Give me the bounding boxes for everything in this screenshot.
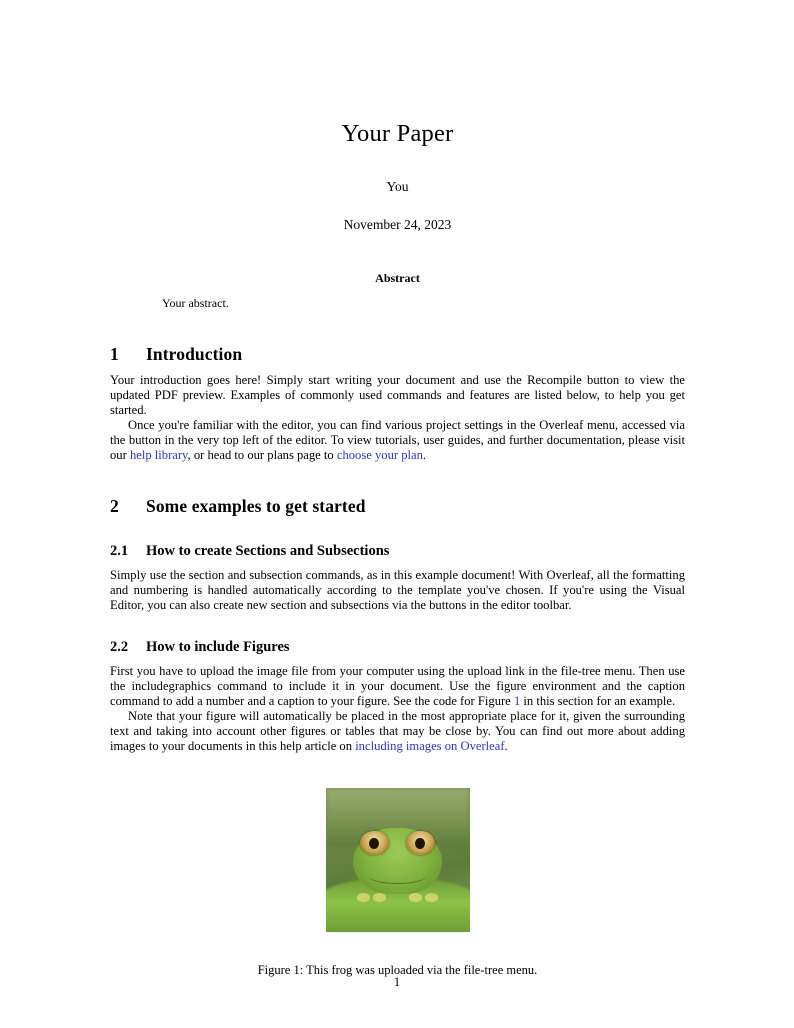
paragraph-intro-2-end: . (422, 447, 427, 462)
paragraph-intro-2 (110, 418, 685, 463)
frog-toe (357, 893, 370, 902)
paragraph-figures-1a: First you have to upload the image file from your computer using the upload link in the file-tree menu. Then use the includegraphics command to include it in your document. Use the figure environment and the caption command to add a number and a caption to your figure. See the code for Figure (110, 663, 685, 708)
choose-your-plan-link[interactable]: choose your plan (336, 447, 423, 462)
subsection-heading-figures (110, 639, 685, 656)
section-heading-examples (110, 496, 685, 517)
paragraph-figures-1 (110, 664, 685, 709)
page-title: Your Paper (341, 120, 454, 147)
frog-pupil-left (369, 838, 379, 849)
paragraph-intro-2-mid: , or head to our plans page to (187, 447, 337, 462)
figure-reference-link[interactable]: 1 (513, 693, 521, 708)
section-number: 2 (110, 495, 119, 516)
frog-pupil-right (415, 838, 425, 849)
section-number: 1 (110, 344, 119, 364)
subsection-number: 2.1 (110, 542, 129, 559)
subsection-title: How to include Figures (146, 638, 290, 655)
section-title: Some examples to get started (146, 495, 366, 516)
frog-toe (425, 893, 438, 902)
abstract-heading: Abstract (375, 271, 420, 285)
frog-mouth (369, 868, 427, 883)
document-date: November 24, 2023 (343, 217, 452, 232)
help-library-link[interactable]: help library (129, 447, 188, 462)
paragraph-figures-1b: in this section for an example. (520, 693, 676, 708)
paragraph-figures-2a: Note that your figure will automatically be placed in the most appropriate place for it, given the surrounding text and taking into account other figures or tables that may be close by. You can find out more about adding images to your documents in this help article on (110, 708, 685, 753)
section-heading-introduction (110, 344, 685, 365)
subsection-number: 2.2 (110, 638, 129, 655)
document-author: You (386, 179, 409, 194)
figure-caption: Figure 1: This frog was uploaded via the file-tree menu. (257, 962, 538, 977)
subsection-title: How to create Sections and Subsections (146, 542, 390, 559)
subsection-heading-sections (110, 543, 685, 560)
abstract-text: Your abstract. (162, 296, 229, 310)
paragraph-intro-1: Your introduction goes here! Simply start writing your document and use the Recompile button to view the updated PDF preview. Examples of commonly used commands and features are listed below, to help you get started. (110, 373, 685, 417)
frog-photograph (326, 788, 470, 932)
page-number: 1 (393, 975, 401, 989)
section-title: Introduction (146, 344, 243, 364)
frog-eye-left (360, 831, 389, 855)
figure-block (110, 788, 685, 978)
paragraph-intro-2-text: Once you're familiar with the editor, you can find various project settings in the Overleaf menu, accessed via the button in the very top left of the editor. To view tutorials, user guides, and further documentation, please visit our (110, 417, 685, 462)
frog-toe (409, 893, 422, 902)
paragraph-figures-2 (110, 709, 685, 754)
document-content (110, 0, 685, 978)
paragraph-figures-2b: . (504, 738, 508, 753)
frog-toe (373, 893, 386, 902)
paragraph-subsec-1: Simply use the section and subsection commands, as in this example document! With Overleaf, all the formatting and numbering is handled automatically according to the template you've chosen. If you're using the Visual Editor, you can also create new section and subsections via the buttons in the editor toolbar. (110, 567, 685, 612)
including-images-link[interactable]: including images on Overleaf (355, 738, 505, 753)
